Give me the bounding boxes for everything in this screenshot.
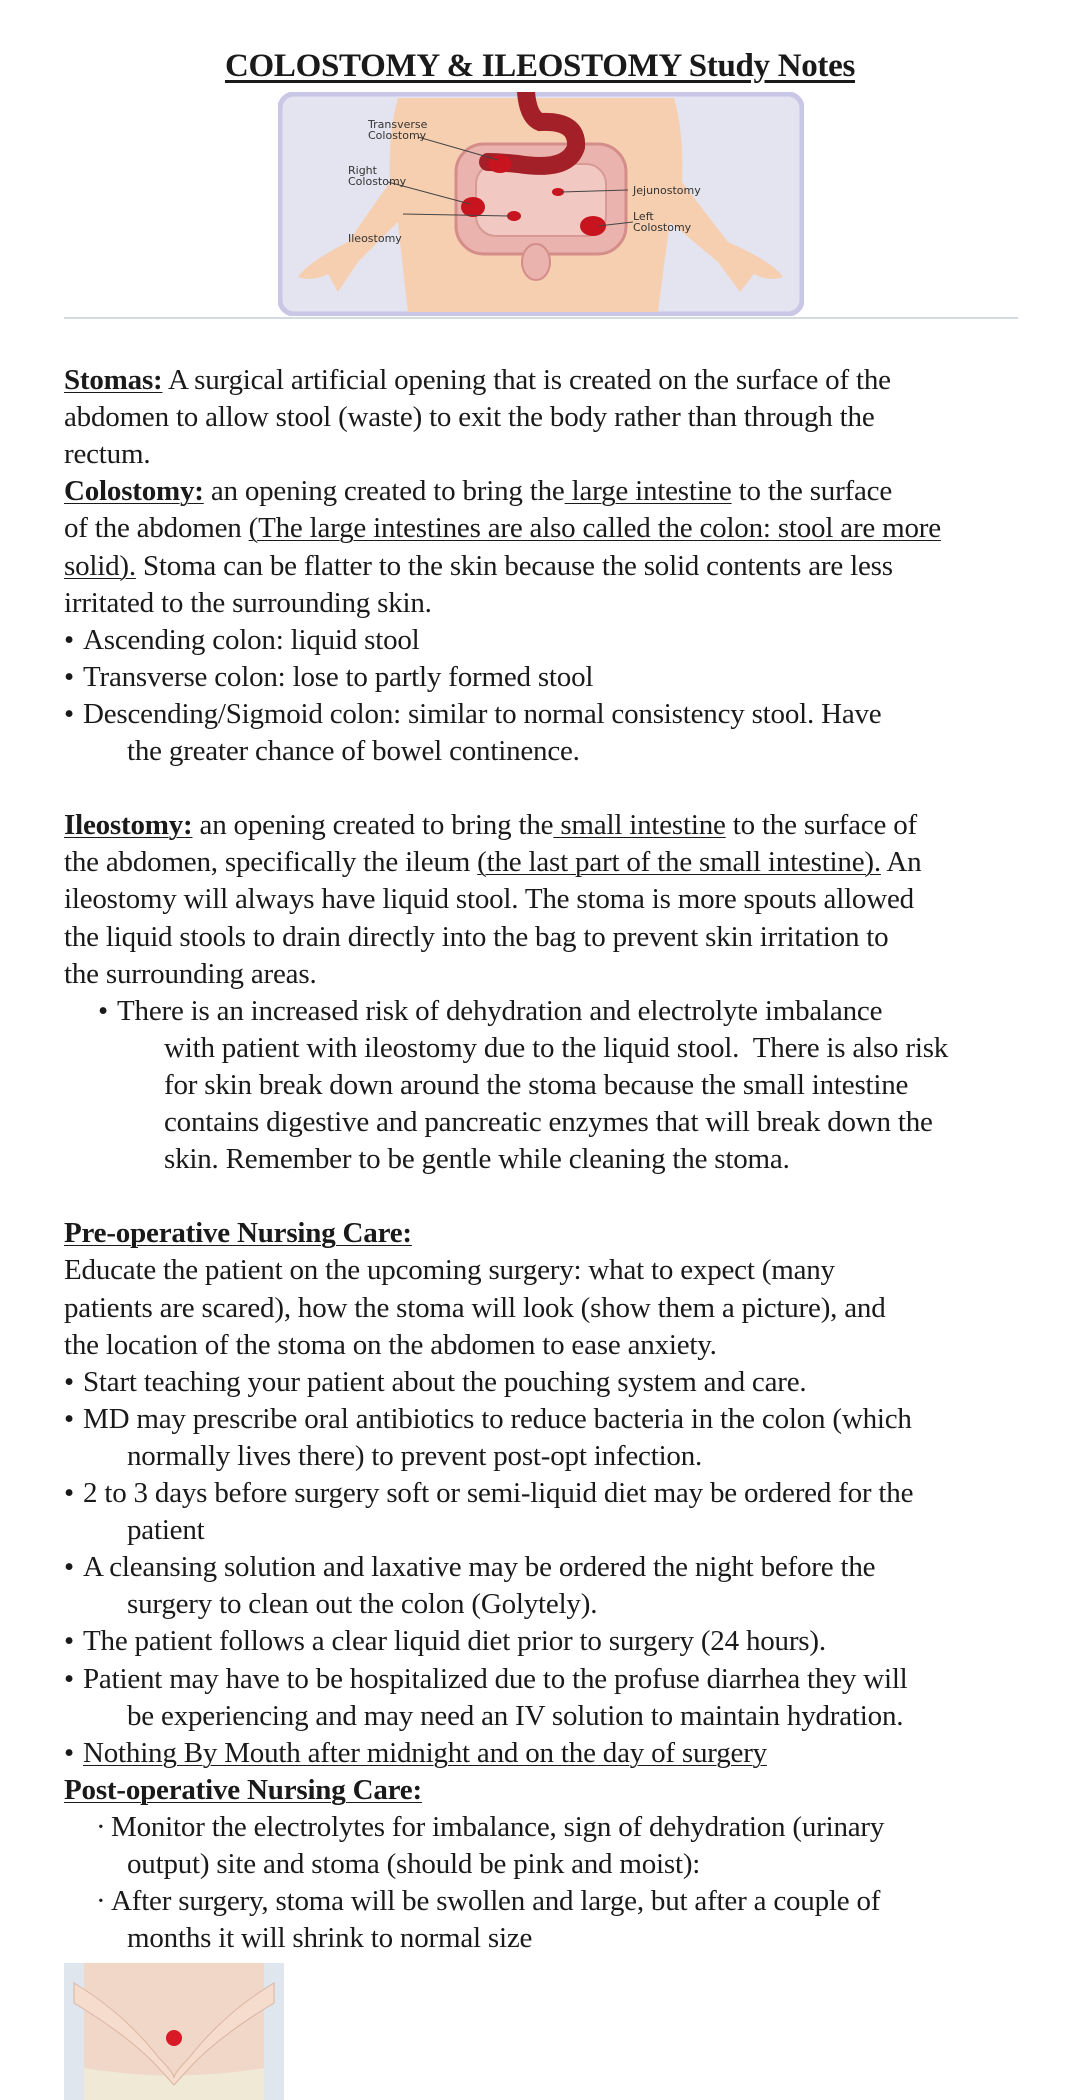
text: A cleansing solution and laxative may be ordered the night before the (83, 1551, 876, 1584)
bullet-icon: • (64, 623, 74, 656)
bullet-item-line (96, 1809, 884, 1846)
text-line (64, 362, 891, 399)
text: After surgery, stoma will be swollen and large, but after a couple of (111, 1885, 881, 1918)
underlined-text: (the last part of the small intestine). (477, 846, 881, 879)
underlined-text: (The large intestines are also called the colon: stool are more (248, 512, 941, 545)
text: patient (127, 1514, 205, 1547)
text-line (127, 1846, 700, 1883)
section-heading: Colostomy: (64, 475, 204, 508)
text-line (164, 1104, 933, 1141)
text-line (64, 1252, 835, 1289)
bullet-item-line (64, 622, 420, 659)
stoma (166, 2030, 182, 2046)
text-line (64, 1772, 422, 1809)
text-line (64, 881, 914, 918)
text: to the surface (731, 475, 893, 508)
bullet-icon: · (96, 1885, 106, 1918)
page-title: COLOSTOMY & ILEOSTOMY Study Notes (224, 48, 856, 84)
text-line (127, 1586, 597, 1623)
text: Patient may have to be hospitalized due to the profuse diarrhea they will (83, 1662, 908, 1695)
bullet-icon: • (64, 1477, 74, 1509)
text: an opening created to bring the (203, 475, 565, 508)
text-line (64, 844, 921, 881)
text: An (880, 846, 922, 879)
text-line (164, 1030, 948, 1067)
bullet-icon: • (64, 1402, 74, 1435)
bullet-item-line (64, 1735, 767, 1772)
underlined-text: small intestine (553, 809, 726, 842)
text: the greater chance of bowel continence. (127, 735, 580, 767)
text: rectum. (64, 438, 151, 471)
text: MD may prescribe oral antibiotics to reduce bacteria in the colon (which (83, 1402, 912, 1435)
text: the liquid stools to drain directly into the bag to prevent skin irritation to (64, 920, 889, 953)
text: abdomen to allow stool (waste) to exit the body rather than through the (64, 401, 875, 434)
text: Ascending colon: liquid stool (83, 623, 420, 656)
section-heading: Post-operative Nursing Care: (64, 1773, 422, 1806)
text: skin. Remember to be gentle while cleaning the stoma. (164, 1143, 790, 1176)
text-line (164, 1141, 790, 1178)
bullet-icon: • (64, 660, 74, 693)
text-line (64, 473, 892, 510)
label-left-colostomy: Left Colostomy (633, 210, 692, 234)
text-line (64, 585, 432, 622)
bullet-icon: • (64, 697, 74, 730)
text-line (64, 956, 317, 993)
text: A surgical artificial opening that is created on the surface of the (162, 364, 891, 396)
underlined-text: large intestine (564, 475, 732, 508)
text: The patient follows a clear liquid diet prior to surgery (24 hours). (83, 1625, 826, 1658)
bullet-icon: • (98, 994, 108, 1027)
text: to the surface of (725, 809, 917, 842)
bullet-item-line (64, 1549, 875, 1586)
bullet-icon: · (96, 1810, 106, 1843)
text-line (64, 510, 941, 547)
text: patients are scared), how the stoma will look (show them a picture), and (64, 1291, 886, 1324)
text: the location of the stoma on the abdomen to ease anxiety. (64, 1328, 717, 1361)
text-line (127, 1698, 903, 1735)
label-transverse-colostomy: Transverse Colostomy (368, 118, 428, 142)
bullet-icon: • (64, 1551, 74, 1584)
text: Transverse colon: lose to partly formed stool (83, 660, 594, 693)
section-divider (64, 317, 1018, 319)
text-line (64, 1327, 717, 1364)
ostomy-sites-diagram (278, 92, 804, 316)
text-line (64, 1215, 412, 1252)
text: months it will shrink to normal size (127, 1922, 533, 1955)
text: Educate the patient on the upcoming surgery: what to expect (many (64, 1254, 835, 1287)
underlined-text: Nothing By Mouth after midnight and on the day of surgery (83, 1736, 767, 1769)
bullet-item-line (96, 1883, 880, 1920)
underlined-text: solid). (64, 549, 136, 582)
label-ileostomy: Ileostomy (348, 232, 402, 245)
text: of the abdomen (64, 512, 249, 545)
text-line (127, 1920, 532, 1957)
bullet-item-line (64, 1475, 913, 1512)
text: Descending/Sigmoid colon: similar to normal consistency stool. Have (83, 697, 882, 730)
bullet-item-line (64, 1364, 806, 1401)
text: an opening created to bring the (192, 809, 554, 842)
text: for skin break down around the stoma because the small intestine (164, 1068, 909, 1101)
text-line (64, 807, 917, 844)
section-heading: Pre-operative Nursing Care: (64, 1217, 412, 1250)
bullet-item-line (64, 1623, 826, 1660)
bullet-item-line (64, 1401, 912, 1438)
text: surgery to clean out the colon (Golytely). (127, 1588, 598, 1621)
bullet-item-line (64, 659, 593, 696)
text-line (64, 548, 893, 585)
section-heading: Ileostomy: (64, 809, 193, 842)
bullet-item-line (98, 993, 882, 1030)
section-heading: Stomas: (64, 364, 163, 396)
bullet-item-line (64, 696, 881, 733)
text: normally lives there) to prevent post-opt infection. (127, 1439, 703, 1472)
label-jejunostomy: Jejunostomy (633, 184, 701, 197)
bullet-icon: • (64, 1736, 74, 1769)
text: be experiencing and may need an IV solution to maintain hydration. (127, 1699, 904, 1732)
bullet-icon: • (64, 1662, 74, 1695)
text: the abdomen, specifically the ileum (64, 846, 478, 879)
text: with patient with ileostomy due to the liquid stool. There is also risk (164, 1031, 949, 1064)
label-right-colostomy: Right Colostomy (348, 164, 407, 188)
text-line (164, 1067, 908, 1104)
text-line (127, 1512, 205, 1549)
text-line (127, 733, 580, 770)
text-line (64, 436, 150, 473)
text: the surrounding areas. (64, 957, 317, 990)
text: contains digestive and pancreatic enzymes that will break down the (164, 1106, 933, 1138)
text-line (127, 1438, 702, 1475)
text: There is an increased risk of dehydration and electrolyte imbalance (117, 994, 883, 1027)
text: ileostomy will always have liquid stool. The stoma is more spouts allowed (64, 883, 914, 916)
bullet-icon: • (64, 1365, 74, 1398)
text: output) site and stoma (should be pink and moist): (127, 1848, 701, 1880)
text-line (64, 1290, 886, 1327)
text-line (64, 919, 888, 956)
text: Monitor the electrolytes for imbalance, sign of dehydration (urinary (111, 1810, 885, 1843)
text: irritated to the surrounding skin. (64, 586, 432, 619)
stoma-photo (64, 1963, 284, 2100)
text: Stoma can be flatter to the skin because the solid contents are less (135, 549, 893, 582)
bullet-icon: • (64, 1625, 74, 1658)
bullet-item-line (64, 1661, 908, 1698)
text: Start teaching your patient about the pouching system and care. (83, 1365, 807, 1398)
text: 2 to 3 days before surgery soft or semi-liquid diet may be ordered for the (83, 1477, 914, 1509)
text-line (64, 399, 875, 436)
